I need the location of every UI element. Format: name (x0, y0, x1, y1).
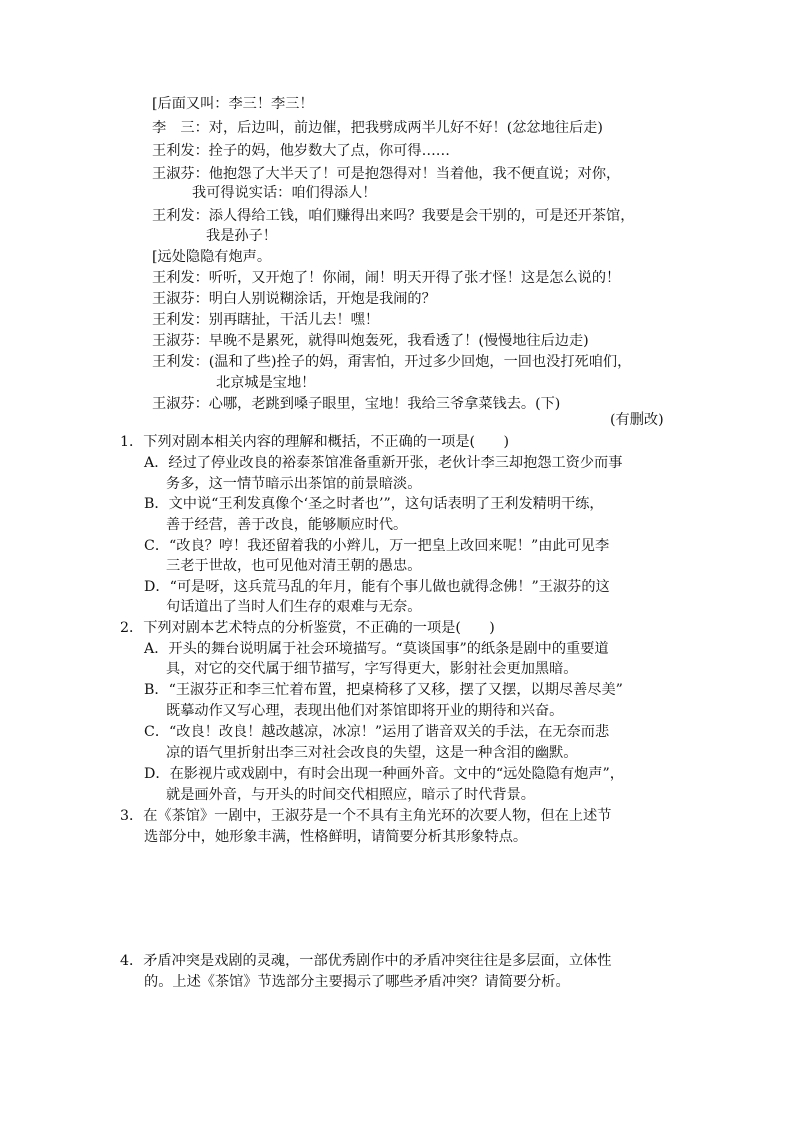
option-continued: 就是画外音，与开头的时间交代相照应，暗示了时代背景。 (166, 787, 535, 803)
dialogue-line: 王淑芬：他抱怨了大半天了！可是抱怨得对！当着他，我不便直说；对你， (152, 166, 621, 182)
dialogue-line-continued: 北京城是宝地！ (216, 375, 316, 391)
question-3-continued: 选部分中，她形象丰满，性格鲜明，请简要分析其形象特点。 (144, 829, 528, 845)
dialogue-line: 王淑芬：早晚不是累死，就得叫炮轰死，我看透了！(慢慢地往后边走) (152, 333, 589, 349)
question-2-stem: 2．下列对剧本艺术特点的分析鉴赏，不正确的一项是( ) (120, 620, 495, 636)
question-1-option-b: B．文中说“王利发真像个‘圣之时者也’”，这句话表明了王利发精明干练， (144, 496, 604, 512)
question-3-stem: 3．在《茶馆》一剧中，王淑芬是一个不具有主角光环的次要人物，但在上述节 (120, 808, 612, 824)
dialogue-line-continued: 我是孙子！ (206, 228, 277, 244)
option-continued: 具，对它的交代属于细节描写，字写得更大，影射社会更加黑暗。 (166, 661, 578, 677)
dialogue-line: 王利发：别再瞎扯，干活儿去！嘿！ (152, 312, 380, 328)
stage-direction: [远处隐隐有炮声。 (152, 249, 272, 265)
option-continued: 善于经营，善于改良，能够顺应时代。 (166, 517, 408, 533)
dialogue-line: 王利发：(温和了些)拴子的妈，甭害怕，开过多少回炮，一回也没打死咱们， (152, 354, 632, 370)
option-continued: 凉的语气里折射出李三对社会改良的失望，这是一种含泪的幽默。 (166, 745, 578, 761)
dialogue-line: 王淑芬：明白人别说糊涂话，开炮是我闹的？ (152, 291, 436, 307)
question-2-option-d: D．在影视片或戏剧中，有时会出现一种画外音。文中的“远处隐隐有炮声”， (144, 766, 624, 782)
option-continued: 三老于世故，也可见他对清王朝的愚忠。 (166, 558, 422, 574)
question-2-option-b: B．“王淑芬正和李三忙着布置，把桌椅移了又移，摆了又摆，以期尽善尽美” (144, 682, 623, 698)
question-2-option-c: C．“改良！改良！越改越凉，冰凉！”运用了谐音双关的手法，在无奈而悲 (144, 724, 610, 740)
dialogue-line-continued: 我可得说实话：咱们得添人！ (192, 185, 377, 201)
dialogue-line: 王淑芬：心哪，老跳到嗓子眼里，宝地！我给三爷拿菜钱去。(下) (152, 396, 561, 412)
question-1-option-a: A．经过了停业改良的裕泰茶馆准备重新开张，老伙计李三却抱怨工资少而事 (144, 455, 623, 471)
dialogue-line: 王利发：添人得给工钱，咱们赚得出来吗？我要是会干别的，可是还开茶馆， (152, 208, 635, 224)
dialogue-line: 李 三：对，后边叫，前边催，把我劈成两半儿好不好！(忿忿地往后走) (152, 120, 603, 136)
dialogue-line: 王利发：听听，又开炮了！你闹，闹！明天开得了张才怪！这是怎么说的！ (152, 270, 621, 286)
dialogue-line: 王利发：拴子的妈，他岁数大了点，你可得…… (152, 143, 450, 159)
stage-direction: [后面又叫：李三！李三！ (152, 96, 314, 112)
source-note: (有删改) (610, 412, 664, 428)
question-4-stem: 4．矛盾冲突是戏剧的灵魂，一部优秀剧作中的矛盾冲突往往是多层面，立体性 (120, 953, 612, 969)
option-continued: 既摹动作又写心理，表现出他们对茶馆即将开业的期待和兴奋。 (166, 703, 564, 719)
question-1-option-c: C．“改良？哼！我还留着我的小辫儿，万一把皇上改回来呢！”由此可见李 (144, 538, 610, 554)
option-continued: 务多，这一情节暗示出茶馆的前景暗淡。 (166, 476, 422, 492)
question-4-continued: 的。上述《茶馆》节选部分主要揭示了哪些矛盾冲突？请简要分析。 (144, 974, 570, 990)
question-1-option-d: D．“可是呀，这兵荒马乱的年月，能有个事儿做也就得念佛！”王淑芬的这 (144, 579, 610, 595)
question-1-stem: 1．下列对剧本相关内容的理解和概括，不正确的一项是( ) (120, 434, 509, 450)
option-continued: 句话道出了当时人们生存的艰难与无奈。 (166, 599, 422, 615)
question-2-option-a: A．开头的舞台说明属于社会环境描写。“莫谈国事”的纸条是剧中的重要道 (144, 641, 609, 657)
